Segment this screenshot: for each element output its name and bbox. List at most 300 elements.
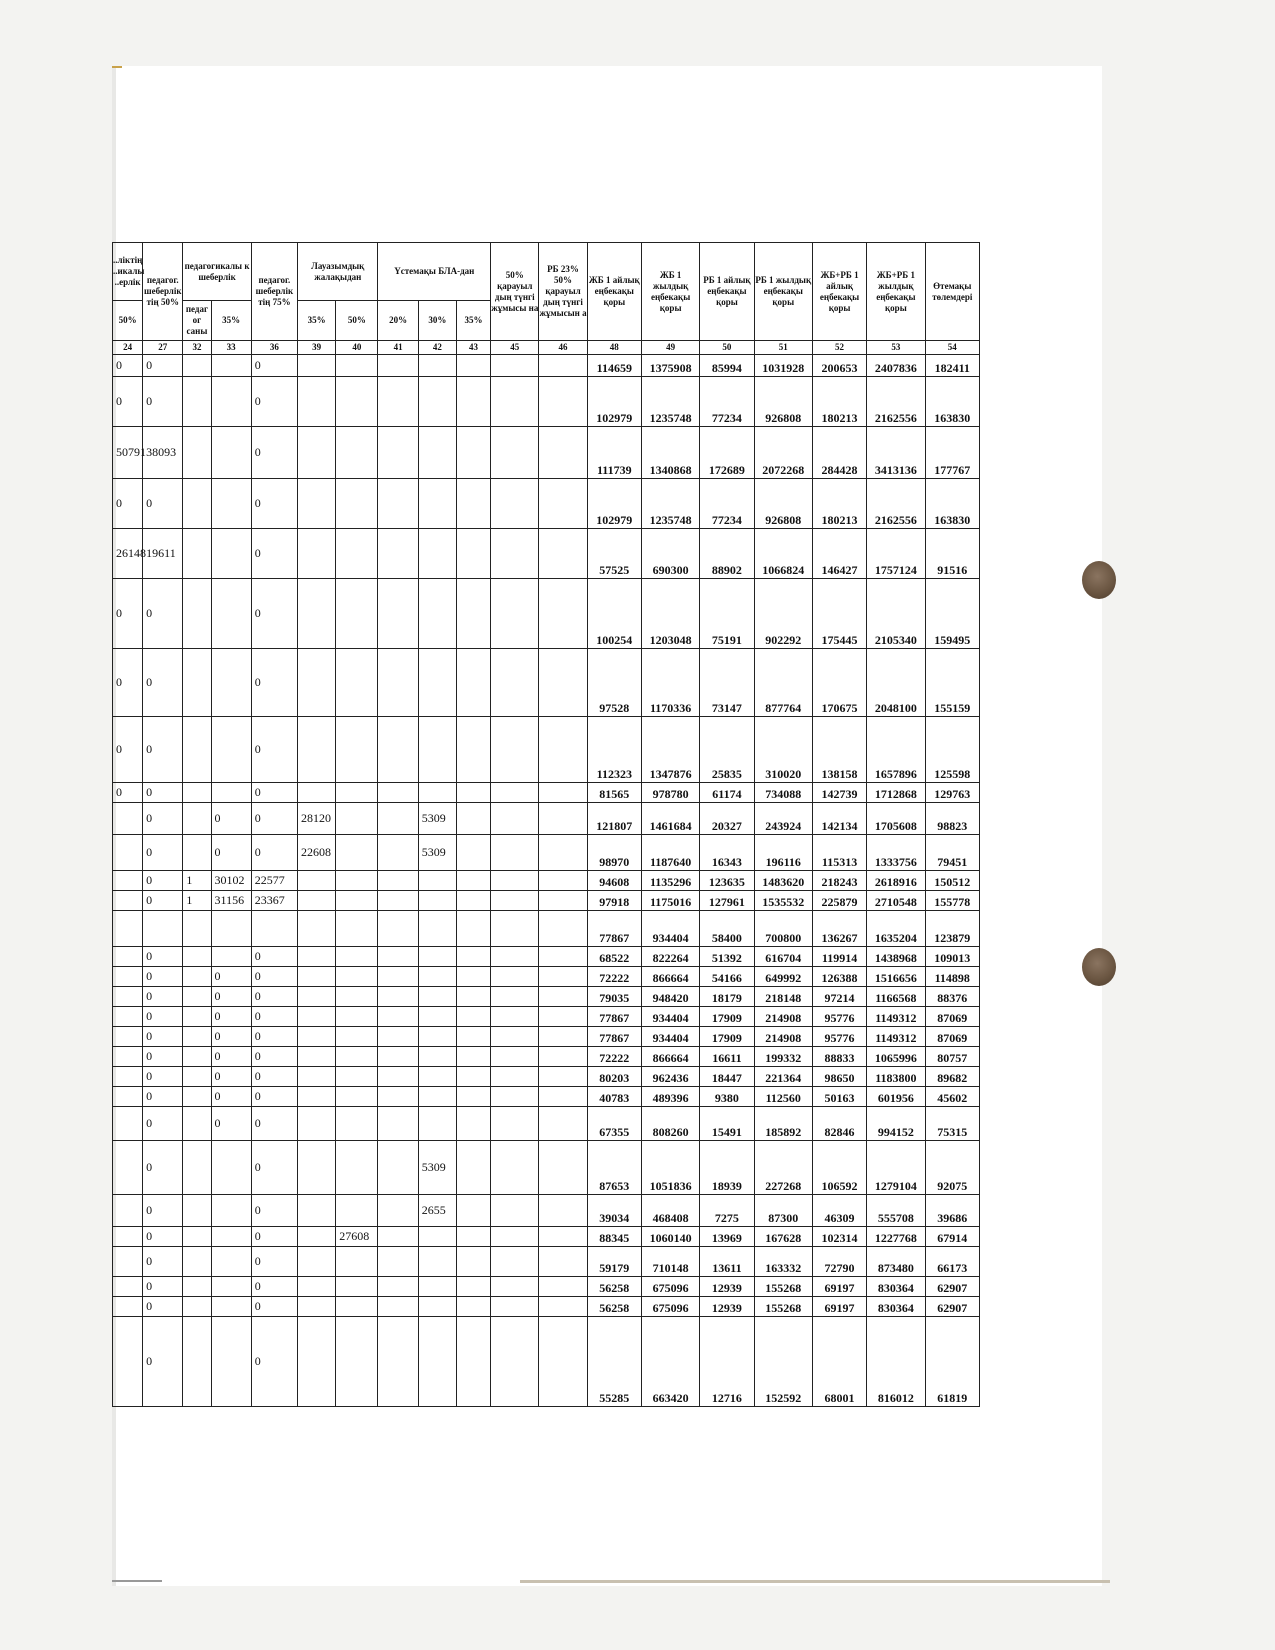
table-cell [539,1277,587,1297]
table-cell: 1375908 [641,355,699,377]
table-cell [211,1247,251,1277]
table-cell [298,649,336,717]
table-cell [211,355,251,377]
table-cell: 227268 [754,1141,812,1195]
table-cell: 87300 [754,1195,812,1227]
table-cell: 2072268 [754,427,812,479]
table-cell [456,871,490,891]
table-cell [183,1277,211,1297]
table-cell [336,1027,378,1047]
table-row [113,1297,980,1317]
table-cell: 136267 [812,911,866,947]
header-col49: ЖБ 1 жылдық еңбекақы қоры [641,243,699,341]
table-cell [418,783,456,803]
table-cell [418,1107,456,1141]
table-cell: 18179 [700,987,754,1007]
column-index: 53 [867,341,925,355]
table-cell [183,1087,211,1107]
table-cell [183,529,211,579]
table-cell [336,377,378,427]
table-row [113,1277,980,1297]
table-cell [113,1297,143,1317]
table-cell [378,803,418,835]
table-cell: 1227768 [867,1227,925,1247]
table-cell [418,1007,456,1027]
table-cell: 555708 [867,1195,925,1227]
table-cell: 0 [211,835,251,871]
table-cell: 25835 [700,717,754,783]
column-index-row [113,341,980,355]
table-cell [113,1047,143,1067]
table-cell [113,911,143,947]
table-cell [336,1317,378,1407]
table-cell [418,1247,456,1277]
table-cell: 0 [143,1027,183,1047]
table-cell: 0 [143,835,183,871]
table-cell: 830364 [867,1297,925,1317]
table-cell: 12716 [700,1317,754,1407]
column-index: 48 [587,341,641,355]
table-cell: 94608 [587,871,641,891]
table-cell: 1031928 [754,355,812,377]
table-cell: 0 [113,377,143,427]
table-cell [456,1027,490,1047]
table-cell [378,1027,418,1047]
table-cell: 77234 [700,377,754,427]
table-cell [183,1007,211,1027]
table-cell: 50163 [812,1087,866,1107]
table-cell: 0 [143,967,183,987]
table-cell: 808260 [641,1107,699,1141]
table-cell: 31156 [211,891,251,911]
table-cell: 87069 [925,1007,979,1027]
table-cell: 100254 [587,579,641,649]
table-cell: 80203 [587,1067,641,1087]
table-cell: 177767 [925,427,979,479]
sub-col41: 20% [378,301,418,341]
table-cell: 1438968 [867,947,925,967]
table-cell [491,1047,539,1067]
table-cell: 98970 [587,835,641,871]
table-cell: 73147 [700,649,754,717]
table-cell: 30102 [211,871,251,891]
table-cell [298,1277,336,1297]
table-cell [298,1007,336,1027]
table-cell: 0 [251,717,297,783]
table-cell: 146427 [812,529,866,579]
table-cell [336,427,378,479]
table-cell: 0 [251,579,297,649]
table-cell [183,783,211,803]
table-cell: 58400 [700,911,754,947]
table-cell: 0 [251,947,297,967]
table-cell [211,1195,251,1227]
table-cell: 0 [143,1087,183,1107]
table-cell [298,987,336,1007]
table-cell: 75315 [925,1107,979,1141]
table-cell: 0 [143,1067,183,1087]
table-cell: 0 [143,1277,183,1297]
table-cell [418,529,456,579]
table-cell [113,947,143,967]
table-cell [336,1107,378,1141]
table-row [113,479,980,529]
table-cell: 0 [113,717,143,783]
table-cell [113,987,143,1007]
table-row [113,783,980,803]
header-col52: ЖБ+РБ 1 айлық еңбекақы қоры [812,243,866,341]
table-cell [336,947,378,967]
table-cell [378,427,418,479]
table-cell [491,783,539,803]
table-cell: 2407836 [867,355,925,377]
table-cell: 79035 [587,987,641,1007]
column-index: 24 [113,341,143,355]
table-cell: 0 [143,891,183,911]
table-cell [211,947,251,967]
table-cell [539,1297,587,1317]
table-cell: 1757124 [867,529,925,579]
table-cell: 0 [251,1107,297,1141]
table-cell [298,1297,336,1317]
table-row [113,947,980,967]
table-cell [183,1141,211,1195]
table-cell [491,1227,539,1247]
header-col48: ЖБ 1 айлық еңбекақы қоры [587,243,641,341]
table-cell: 0 [251,987,297,1007]
table-cell [378,1087,418,1107]
table-cell: 92075 [925,1141,979,1195]
table-cell: 1347876 [641,717,699,783]
table-cell [183,1195,211,1227]
table-cell: 180213 [812,377,866,427]
table-cell: 962436 [641,1067,699,1087]
table-cell [113,1087,143,1107]
table-cell: 18447 [700,1067,754,1087]
table-cell: 77867 [587,1027,641,1047]
table-cell [418,649,456,717]
table-cell: 80757 [925,1047,979,1067]
table-cell: 816012 [867,1317,925,1407]
table-cell: 82846 [812,1107,866,1141]
table-cell: 56258 [587,1277,641,1297]
column-index: 32 [183,341,211,355]
table-cell [418,947,456,967]
table-cell [211,1317,251,1407]
table-cell [539,1227,587,1247]
table-cell [378,579,418,649]
table-cell: 88902 [700,529,754,579]
table-cell [456,987,490,1007]
column-index: 51 [754,341,812,355]
table-cell [418,871,456,891]
table-cell [378,1297,418,1317]
table-cell: 0 [113,783,143,803]
table-cell [183,1047,211,1067]
table-cell [211,529,251,579]
table-cell: 12939 [700,1277,754,1297]
table-row [113,1047,980,1067]
table-cell: 28120 [298,803,336,835]
table-cell [298,717,336,783]
table-cell: 0 [211,1007,251,1027]
table-cell: 948420 [641,987,699,1007]
table-cell [539,479,587,529]
table-cell [113,1317,143,1407]
table-cell [378,891,418,911]
table-cell [539,1027,587,1047]
table-cell: 284428 [812,427,866,479]
table-cell: 72222 [587,1047,641,1067]
table-cell: 97918 [587,891,641,911]
table-cell [113,1107,143,1141]
table-cell: 1066824 [754,529,812,579]
table-cell [456,579,490,649]
table-cell [456,377,490,427]
table-row [113,427,980,479]
table-cell: 114898 [925,967,979,987]
payroll-table [112,242,980,1407]
table-cell [418,1067,456,1087]
table-cell: 155778 [925,891,979,911]
table-cell: 23367 [251,891,297,911]
table-cell [491,1195,539,1227]
table-cell [539,355,587,377]
table-cell: 830364 [867,1277,925,1297]
table-cell [298,891,336,911]
table-cell [378,1107,418,1141]
table-cell [491,529,539,579]
table-cell [113,1067,143,1087]
table-cell [456,803,490,835]
column-index: 49 [641,341,699,355]
table-cell [251,911,297,947]
table-cell [183,427,211,479]
table-cell: 1149312 [867,1007,925,1027]
table-cell: 159495 [925,579,979,649]
table-row [113,1027,980,1047]
table-cell [298,1195,336,1227]
table-cell: 710148 [641,1247,699,1277]
table-row [113,1227,980,1247]
table-cell [539,1007,587,1027]
header-col45: 50% қарауыл дың түнгі жұмысы на [491,243,539,341]
table-cell [491,1007,539,1027]
table-row [113,803,980,835]
table-cell [183,1317,211,1407]
table-row [113,891,980,911]
table-cell: 13611 [700,1247,754,1277]
table-cell [183,717,211,783]
table-cell: 822264 [641,947,699,967]
table-cell: 79451 [925,835,979,871]
table-cell: 114659 [587,355,641,377]
table-cell: 0 [113,649,143,717]
table-cell [456,1087,490,1107]
table-cell: 214908 [754,1007,812,1027]
table-cell [211,1227,251,1247]
table-cell [183,835,211,871]
table-cell [456,1277,490,1297]
table-cell: 88345 [587,1227,641,1247]
table-cell [183,911,211,947]
table-cell [378,1317,418,1407]
table-cell: 0 [251,1195,297,1227]
table-row [113,1141,980,1195]
table-cell: 978780 [641,783,699,803]
table-cell [378,1007,418,1027]
table-cell: 0 [143,717,183,783]
table-cell [491,377,539,427]
table-row [113,1067,980,1087]
table-cell [183,1297,211,1317]
table-cell: 62907 [925,1297,979,1317]
table-cell [298,355,336,377]
table-cell [298,967,336,987]
table-cell [418,987,456,1007]
table-cell: 67914 [925,1227,979,1247]
table-cell [491,911,539,947]
table-cell: 0 [251,1007,297,1027]
table-cell: 39686 [925,1195,979,1227]
table-cell [491,947,539,967]
table-cell: 38093 [143,427,183,479]
table-cell: 1149312 [867,1027,925,1047]
table-cell: 77234 [700,479,754,529]
table-cell [418,579,456,649]
table-cell [298,479,336,529]
table-cell: 39034 [587,1195,641,1227]
column-index: 50 [700,341,754,355]
table-cell: 0 [143,479,183,529]
table-cell: 0 [113,355,143,377]
table-cell: 0 [143,1247,183,1277]
table-cell: 468408 [641,1195,699,1227]
table-cell: 102979 [587,479,641,529]
table-cell: 225879 [812,891,866,911]
table-cell: 243924 [754,803,812,835]
table-cell: 17909 [700,1027,754,1047]
table-cell: 1065996 [867,1047,925,1067]
table-cell: 0 [143,947,183,967]
table-cell [456,947,490,967]
table-cell [539,803,587,835]
table-cell: 218243 [812,871,866,891]
table-cell: 1657896 [867,717,925,783]
table-cell: 0 [251,649,297,717]
table-cell: 0 [251,377,297,427]
table-cell [211,1277,251,1297]
table-cell: 2710548 [867,891,925,911]
table-cell [539,871,587,891]
table-cell: 1 [183,891,211,911]
table-cell [491,479,539,529]
table-cell [539,377,587,427]
sub-col33: 35% [211,301,251,341]
table-cell [378,947,418,967]
table-cell [539,1107,587,1141]
table-cell: 0 [143,1107,183,1141]
table-cell: 88376 [925,987,979,1007]
table-cell [298,529,336,579]
table-cell [456,649,490,717]
table-cell: 142134 [812,803,866,835]
table-cell: 1279104 [867,1141,925,1195]
table-cell: 0 [211,803,251,835]
column-index: 27 [143,341,183,355]
table-cell [113,803,143,835]
table-cell [183,377,211,427]
table-cell [491,1247,539,1277]
table-cell: 873480 [867,1247,925,1277]
table-cell: 310020 [754,717,812,783]
table-cell [378,529,418,579]
table-cell [183,947,211,967]
table-cell [211,427,251,479]
table-cell [456,427,490,479]
table-cell [418,377,456,427]
table-cell: 700800 [754,911,812,947]
table-cell: 22577 [251,871,297,891]
table-cell: 0 [251,1087,297,1107]
table-cell: 690300 [641,529,699,579]
table-cell [491,1087,539,1107]
table-cell: 62907 [925,1277,979,1297]
table-cell [378,1195,418,1227]
table-cell: 13969 [700,1227,754,1247]
table-row [113,529,980,579]
table-cell [539,1141,587,1195]
table-cell [211,649,251,717]
table-cell: 663420 [641,1317,699,1407]
table-row [113,1247,980,1277]
header-col51: РБ 1 жылдық еңбекақы қоры [754,243,812,341]
table-cell [418,427,456,479]
header-col24: ..ліктің ..икалы ..ерлік [113,243,143,301]
punch-hole-top [1082,561,1116,599]
table-cell [539,891,587,911]
table-cell [491,835,539,871]
table-cell: 0 [251,1317,297,1407]
column-index: 41 [378,341,418,355]
table-cell: 0 [251,479,297,529]
table-row [113,717,980,783]
header-col41-43: Үстемақы БЛА-дан [378,243,491,301]
table-cell [183,1227,211,1247]
table-cell: 138158 [812,717,866,783]
table-cell: 121807 [587,803,641,835]
table-cell [113,871,143,891]
table-cell: 170675 [812,649,866,717]
table-cell: 0 [211,967,251,987]
table-cell [491,803,539,835]
table-cell: 5309 [418,835,456,871]
table-row [113,377,980,427]
table-cell [491,871,539,891]
table-row [113,1107,980,1141]
table-cell: 72222 [587,967,641,987]
table-cell [298,911,336,947]
table-cell: 55285 [587,1317,641,1407]
table-cell [298,1227,336,1247]
header-col27: педагог. шеберлік тің 50% [143,243,183,341]
table-cell: 1135296 [641,871,699,891]
header-col39-40: Лауазымдық жалақыдан [298,243,378,301]
table-cell: 51392 [700,947,754,967]
table-cell: 2162556 [867,377,925,427]
table-cell: 5309 [418,803,456,835]
table-cell [336,1247,378,1277]
